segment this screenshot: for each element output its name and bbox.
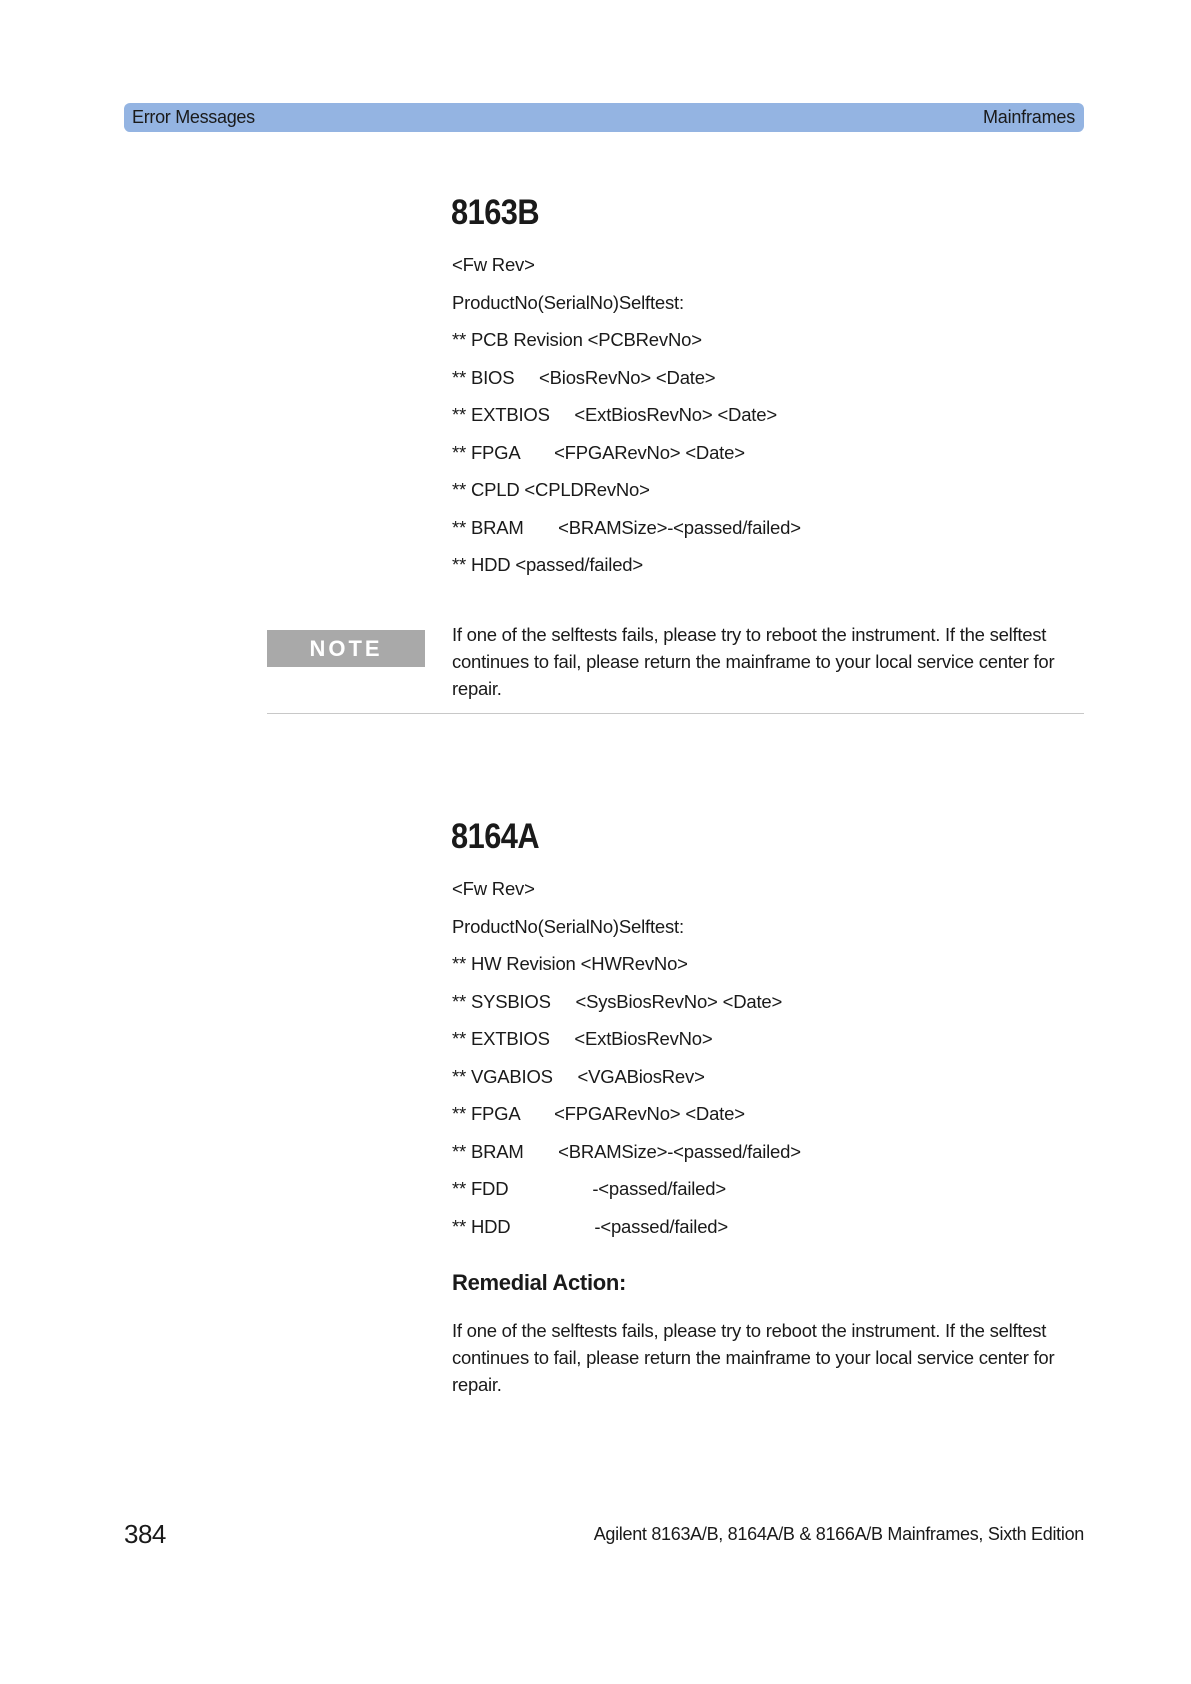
note-label: NOTE	[267, 630, 425, 667]
output-line: ** FDD -<passed/failed>	[452, 1178, 726, 1199]
running-header	[124, 103, 1084, 132]
output-line: ** PCB Revision <PCBRevNo>	[452, 329, 702, 350]
output-line: ** VGABIOS <VGABiosRev>	[452, 1065, 705, 1087]
page-number: 384	[124, 1519, 166, 1549]
output-line: ProductNo(SerialNo)Selftest:	[452, 291, 684, 313]
output-line: ** BRAM <BRAMSize>-<passed/failed>	[452, 1140, 801, 1162]
header-section-title: Error Messages	[132, 107, 255, 127]
output-line: ** FPGA <FPGARevNo> <Date>	[452, 441, 745, 463]
output-line: ** EXTBIOS <ExtBiosRevNo> <Date>	[452, 404, 777, 425]
section-title-8163b: 8163B	[451, 193, 540, 232]
output-line: ProductNo(SerialNo)Selftest:	[452, 915, 684, 937]
note-text: If one of the selftests fails, please try to reboot the instrument. If the selftest continues to fail, please return the mainframe to your local service center for repair.	[452, 624, 1055, 699]
output-line: <Fw Rev>	[452, 878, 535, 899]
header-chapter-title: Mainframes	[982, 107, 1075, 127]
section-title-8164a: 8164A	[451, 817, 540, 856]
output-line: ** SYSBIOS <SysBiosRevNo> <Date>	[452, 990, 783, 1012]
note-divider	[267, 713, 1084, 714]
remedial-action-text: If one of the selftests fails, please try to reboot the instrument. If the selftest continues to fail, please return the mainframe to your local service center for repair.	[452, 1320, 1055, 1395]
output-line: ** BRAM <BRAMSize>-<passed/failed>	[452, 516, 801, 538]
output-line: ** HW Revision <HWRevNo>	[452, 953, 688, 974]
output-line: ** FPGA <FPGARevNo> <Date>	[452, 1103, 745, 1124]
selftest-output-8164a	[452, 877, 801, 1252]
output-line: ** HDD <passed/failed>	[452, 554, 643, 575]
footer-document-title: Agilent 8163A/B, 8164A/B & 8166A/B Mainframes, Sixth Edition	[593, 1524, 1084, 1544]
remedial-action-heading: Remedial Action:	[452, 1270, 627, 1295]
output-line: ** BIOS <BiosRevNo> <Date>	[452, 366, 716, 388]
selftest-output-8163b	[452, 253, 801, 591]
output-line: <Fw Rev>	[452, 254, 535, 275]
output-line: ** EXTBIOS <ExtBiosRevNo>	[452, 1028, 713, 1049]
output-line: ** CPLD <CPLDRevNo>	[452, 479, 650, 500]
output-line: ** HDD -<passed/failed>	[452, 1215, 728, 1237]
